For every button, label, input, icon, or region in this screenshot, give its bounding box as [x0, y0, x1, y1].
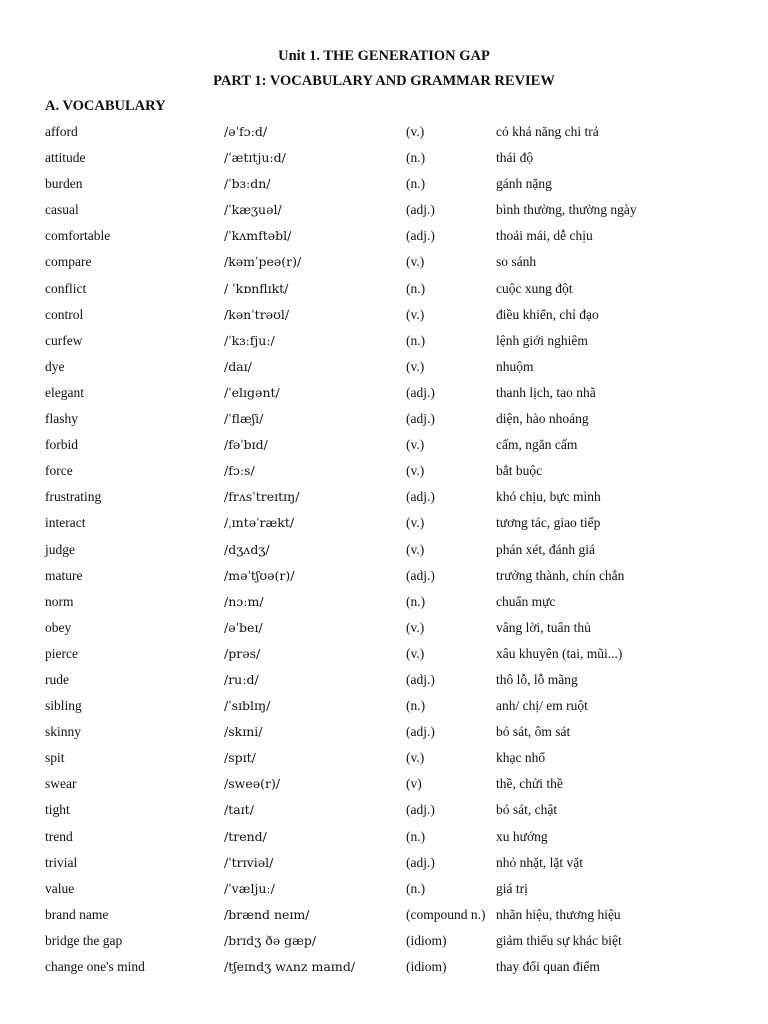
vocab-meaning: thái độ — [496, 150, 534, 166]
vocabulary-row — [0, 928, 768, 954]
vocab-part-of-speech: (v.) — [406, 358, 425, 374]
vocab-word: elegant — [45, 384, 84, 400]
vocab-meaning: thanh lịch, tao nhã — [496, 384, 596, 400]
vocabulary-row — [0, 380, 768, 406]
vocab-pronunciation: /kəmˈpeə(r)/ — [224, 254, 302, 270]
vocab-part-of-speech: (n.) — [406, 880, 426, 896]
vocab-meaning: xâu khuyên (tai, mũi...) — [496, 645, 623, 661]
vocab-part-of-speech: (adj.) — [406, 228, 435, 244]
vocab-word: control — [45, 306, 84, 322]
vocab-meaning: thay đổi quan điểm — [496, 959, 600, 974]
vocab-word: interact — [45, 515, 86, 531]
vocab-pronunciation: /taɪt/ — [224, 802, 254, 818]
vocab-meaning: có khả năng chi trả — [496, 124, 599, 139]
vocab-pronunciation: /spɪt/ — [224, 750, 256, 766]
vocab-part-of-speech: (adj.) — [406, 202, 435, 218]
vocab-word: flashy — [45, 411, 78, 427]
vocabulary-row — [0, 797, 768, 823]
vocabulary-row — [0, 354, 768, 380]
vocab-part-of-speech: (v.) — [406, 645, 425, 661]
vocab-pronunciation: /frʌsˈtreɪtɪŋ/ — [224, 489, 300, 505]
vocab-part-of-speech: (v.) — [406, 515, 425, 531]
vocab-word: conflict — [45, 280, 87, 296]
vocab-word: dye — [45, 358, 65, 374]
vocab-word: afford — [45, 124, 78, 139]
vocab-word: casual — [45, 202, 79, 218]
vocab-pronunciation: /ˈkʌmftəbl/ — [224, 228, 292, 244]
vocab-meaning: so sánh — [496, 254, 537, 270]
vocab-word: forbid — [45, 437, 78, 453]
vocab-pronunciation: /ˈtrɪviəl/ — [224, 854, 274, 870]
vocabulary-row — [0, 615, 768, 641]
vocab-pronunciation: /ˈelɪgənt/ — [224, 384, 280, 400]
vocab-meaning: gánh nặng — [496, 176, 552, 192]
vocab-part-of-speech: (n.) — [406, 176, 426, 192]
vocab-pronunciation: /ˈflæʃi/ — [224, 411, 264, 427]
vocab-meaning: tương tác, giao tiếp — [496, 515, 601, 531]
vocab-part-of-speech: (compound n.) — [406, 906, 486, 922]
vocab-word: comfortable — [45, 228, 111, 244]
vocab-pronunciation: /ˈkæʒuəl/ — [224, 202, 282, 218]
vocab-pronunciation: /ˌɪntəˈrækt/ — [224, 515, 295, 531]
vocabulary-table — [0, 119, 768, 980]
vocab-part-of-speech: (adj.) — [406, 489, 435, 505]
vocabulary-row — [0, 745, 768, 771]
vocabulary-row — [0, 510, 768, 536]
vocab-meaning: bắt buộc — [496, 463, 543, 479]
vocab-word: trend — [45, 828, 73, 844]
vocab-pronunciation: /fəˈbɪd/ — [224, 437, 268, 453]
vocab-pronunciation: /kənˈtrəʊl/ — [224, 306, 290, 322]
vocabulary-row — [0, 276, 768, 302]
vocab-word: frustrating — [45, 489, 102, 505]
vocab-part-of-speech: (adj.) — [406, 384, 435, 400]
vocab-word: burden — [45, 176, 83, 192]
vocabulary-row — [0, 693, 768, 719]
vocab-word: change one's mind — [45, 959, 145, 974]
vocab-meaning: bó sát, ôm sát — [496, 724, 571, 740]
vocab-meaning: phán xét, đánh giá — [496, 541, 595, 557]
vocabulary-row — [0, 641, 768, 667]
vocab-meaning: nhuộm — [496, 358, 534, 374]
vocabulary-row — [0, 563, 768, 589]
vocabulary-row — [0, 328, 768, 354]
vocab-word: norm — [45, 593, 74, 609]
vocab-part-of-speech: (v.) — [406, 619, 425, 635]
vocab-meaning: cấm, ngăn cấm — [496, 437, 578, 453]
vocabulary-row — [0, 145, 768, 171]
vocab-pronunciation: /dʒʌdʒ/ — [224, 541, 270, 557]
vocab-part-of-speech: (adj.) — [406, 567, 435, 583]
vocab-meaning: diện, hào nhoáng — [496, 411, 589, 427]
section-heading: A. VOCABULARY — [45, 98, 166, 114]
vocab-meaning: khó chịu, bực mình — [496, 489, 601, 505]
vocab-meaning: điều khiển, chỉ đạo — [496, 306, 599, 322]
vocab-word: rude — [45, 671, 69, 687]
vocab-pronunciation: /əˈbeɪ/ — [224, 619, 263, 635]
vocab-word: swear — [45, 776, 77, 792]
vocab-pronunciation: /trend/ — [224, 828, 267, 844]
vocab-pronunciation: /brɪdʒ ðə gæp/ — [224, 932, 317, 948]
vocab-part-of-speech: (adj.) — [406, 854, 435, 870]
vocab-meaning: trưởng thành, chín chắn — [496, 567, 625, 583]
vocab-meaning: thô lỗ, lỗ mãng — [496, 671, 578, 687]
vocab-part-of-speech: (idiom) — [406, 959, 447, 974]
vocabulary-row — [0, 719, 768, 745]
vocab-pronunciation: /sweə(r)/ — [224, 776, 281, 792]
vocabulary-row — [0, 302, 768, 328]
vocabulary-row — [0, 223, 768, 249]
vocab-meaning: giá trị — [496, 880, 528, 896]
vocab-part-of-speech: (v.) — [406, 541, 425, 557]
vocab-pronunciation: /nɔːm/ — [224, 593, 264, 609]
vocabulary-row — [0, 406, 768, 432]
vocab-part-of-speech: (n.) — [406, 828, 426, 844]
vocab-part-of-speech: (v.) — [406, 437, 425, 453]
part-title: PART 1: VOCABULARY AND GRAMMAR REVIEW — [213, 73, 555, 89]
vocab-meaning: nhãn hiệu, thương hiệu — [496, 906, 621, 922]
vocabulary-row — [0, 667, 768, 693]
vocab-part-of-speech: (n.) — [406, 150, 426, 166]
vocab-word: force — [45, 463, 73, 479]
vocabulary-row — [0, 876, 768, 902]
vocab-pronunciation: /prəs/ — [224, 645, 261, 661]
vocabulary-row — [0, 458, 768, 484]
vocab-part-of-speech: (v.) — [406, 124, 425, 139]
vocabulary-row — [0, 432, 768, 458]
vocab-part-of-speech: (v.) — [406, 463, 425, 479]
vocabulary-row — [0, 771, 768, 797]
vocab-part-of-speech: (adj.) — [406, 671, 435, 687]
vocabulary-row — [0, 954, 768, 980]
vocab-word: judge — [45, 541, 75, 557]
vocab-part-of-speech: (n.) — [406, 698, 426, 714]
vocab-pronunciation: /brænd neɪm/ — [224, 906, 310, 922]
vocab-part-of-speech: (n.) — [406, 593, 426, 609]
vocab-meaning: chuẩn mực — [496, 593, 556, 609]
vocab-word: bridge the gap — [45, 932, 123, 948]
vocab-word: sibling — [45, 698, 82, 714]
vocab-word: brand name — [45, 906, 109, 922]
vocab-word: attitude — [45, 150, 86, 166]
vocab-pronunciation: /fɔːs/ — [224, 463, 255, 479]
vocab-meaning: nhỏ nhặt, lặt vặt — [496, 854, 583, 870]
vocab-part-of-speech: (adj.) — [406, 724, 435, 740]
vocab-pronunciation: /daɪ/ — [224, 358, 252, 374]
vocab-pronunciation: /ruːd/ — [224, 671, 259, 687]
vocab-pronunciation: /ˈkɜːfjuː/ — [224, 332, 275, 348]
vocabulary-row — [0, 589, 768, 615]
vocab-pronunciation: /məˈtʃʊə(r)/ — [224, 567, 295, 583]
vocab-word: obey — [45, 619, 72, 635]
vocab-part-of-speech: (idiom) — [406, 932, 447, 948]
vocab-meaning: lệnh giới nghiêm — [496, 332, 588, 348]
vocab-meaning: anh/ chị/ em ruột — [496, 698, 588, 714]
vocab-word: compare — [45, 254, 92, 270]
vocabulary-row — [0, 249, 768, 275]
vocabulary-row — [0, 197, 768, 223]
vocabulary-row — [0, 537, 768, 563]
vocab-part-of-speech: (adj.) — [406, 411, 435, 427]
vocab-pronunciation: /ˈsɪblɪŋ/ — [224, 698, 271, 714]
vocab-pronunciation: /skɪni/ — [224, 724, 263, 740]
vocab-meaning: bó sát, chật — [496, 802, 558, 818]
vocab-word: skinny — [45, 724, 82, 740]
vocab-meaning: cuộc xung đột — [496, 280, 573, 296]
vocabulary-row — [0, 850, 768, 876]
vocab-part-of-speech: (v) — [406, 776, 422, 792]
vocab-meaning: xu hướng — [496, 828, 548, 844]
vocab-meaning: bình thường, thường ngày — [496, 202, 637, 218]
vocabulary-row — [0, 484, 768, 510]
vocab-part-of-speech: (n.) — [406, 332, 426, 348]
vocab-word: curfew — [45, 332, 83, 348]
vocab-pronunciation: /tʃeɪndʒ wʌnz maɪnd/ — [224, 959, 356, 974]
vocab-part-of-speech: (n.) — [406, 280, 426, 296]
vocab-meaning: vâng lời, tuân thủ — [496, 619, 591, 635]
vocab-word: spit — [45, 750, 65, 766]
vocab-word: value — [45, 880, 75, 896]
vocab-pronunciation: /əˈfɔːd/ — [224, 124, 268, 139]
vocab-pronunciation: /ˈætɪtjuːd/ — [224, 150, 286, 166]
vocabulary-row — [0, 824, 768, 850]
vocab-part-of-speech: (v.) — [406, 254, 425, 270]
vocab-word: tight — [45, 802, 70, 818]
vocab-word: trivial — [45, 854, 78, 870]
vocab-pronunciation: /ˈbɜːdn/ — [224, 176, 271, 192]
vocab-pronunciation: /ˈvæljuː/ — [224, 880, 275, 896]
vocab-part-of-speech: (adj.) — [406, 802, 435, 818]
vocab-part-of-speech: (v.) — [406, 750, 425, 766]
vocab-meaning: khạc nhổ — [496, 750, 546, 766]
vocab-meaning: thoải mái, dễ chịu — [496, 228, 593, 244]
vocabulary-row — [0, 902, 768, 928]
vocab-meaning: thề, chửi thề — [496, 776, 563, 792]
vocabulary-row — [0, 171, 768, 197]
unit-title: Unit 1. THE GENERATION GAP — [278, 48, 490, 64]
vocabulary-row — [0, 119, 768, 145]
vocab-part-of-speech: (v.) — [406, 306, 425, 322]
vocab-meaning: giảm thiểu sự khác biệt — [496, 932, 622, 948]
vocab-pronunciation: / ˈkɒnflɪkt/ — [224, 280, 289, 296]
vocab-word: mature — [45, 567, 83, 583]
vocab-word: pierce — [45, 645, 78, 661]
